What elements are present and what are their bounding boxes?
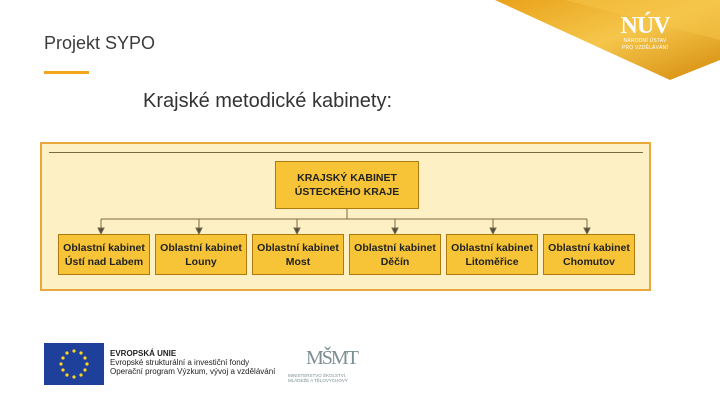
area-cabinet-city: Litoměřice [465, 255, 519, 268]
area-cabinet-city: Most [285, 255, 311, 268]
regional-cabinet-line2: ÚSTECKÉHO KRAJE [294, 186, 400, 198]
logo-line-1: NÁRODNÍ ÚSTAV [623, 38, 667, 44]
area-cabinet-city: Děčín [380, 255, 410, 268]
msmt-mark: MŠMT [306, 347, 357, 369]
msmt-line-1: MINISTERSTVO ŠKOLSTVÍ, [288, 373, 347, 378]
eu-title: EVROPSKÁ UNIE [110, 349, 177, 358]
regional-cabinet-box [275, 161, 419, 209]
eu-funds: Evropské strukturální a investiční fondy [110, 358, 250, 367]
eu-flag-icon [44, 343, 104, 385]
area-cabinet-city: Ústí nad Labem [64, 255, 144, 268]
area-cabinet-city: Chomutov [563, 255, 615, 268]
brand-title: Projekt SYPO [44, 33, 156, 53]
eu-programme: Operační program Výzkum, vývoj a vzdělávání [110, 367, 276, 376]
area-cabinet-city: Louny [185, 255, 217, 268]
area-cabinet-decin [349, 234, 441, 275]
logo-line-2: PRO VZDĚLÁVÁNÍ [621, 45, 669, 51]
area-cabinet-label: Oblastní kabinet [548, 241, 630, 254]
area-cabinet-label: Oblastní kabinet [257, 241, 339, 254]
eu-text [110, 349, 275, 376]
area-cabinet-usti [58, 234, 150, 275]
msmt-logo [288, 343, 368, 385]
msmt-line-2: MLÁDEŽE A TĚLOVÝCHOVY [288, 378, 348, 383]
area-cabinet-most [252, 234, 344, 275]
area-cabinet-label: Oblastní kabinet [63, 241, 145, 254]
area-cabinet-label: Oblastní kabinet [354, 241, 436, 254]
slide-heading: Krajské metodické kabinety: [143, 90, 393, 112]
logo-mark: NÚV [620, 13, 670, 39]
area-cabinet-chomutov [543, 234, 635, 275]
regional-cabinet-line1: KRAJSKÝ KABINET [297, 172, 397, 184]
area-cabinet-louny [155, 234, 247, 275]
msmt-text [288, 373, 348, 383]
area-cabinet-litomerice [446, 234, 538, 275]
area-cabinet-label: Oblastní kabinet [451, 241, 533, 254]
area-cabinet-label: Oblastní kabinet [160, 241, 242, 254]
